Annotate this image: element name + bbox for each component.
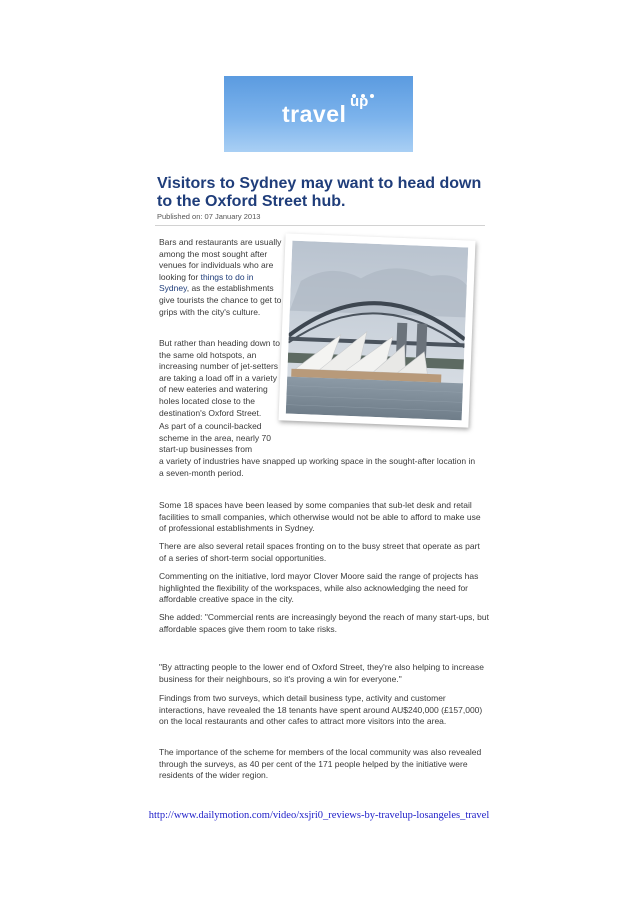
paragraph-6: Commenting on the initiative, lord mayor Clover Moore said the range of projects has highlighted the flexibility of the workspaces, while also acknowledging the need for affordable creative space in the city. [159,571,479,605]
paragraph-10: The importance of the scheme for members of the local community was also revealed through the surveys, as 40 per cent of the 171 people helped by the initiative were residents of the wider region. [159,747,482,781]
paragraph-5: There are also several retail spaces fronting on to the busy street that operate as part of a series of short-term social opportunities. [159,541,480,563]
paragraph-1-text-end: , as the establishments give tourists the chance to get to grips with the city's culture. [159,283,282,317]
sydney-opera-house-photo [278,233,475,427]
paragraph-3-continued: a variety of industries have snapped up working space in the sought-after location in a seven-month period. [159,456,476,478]
opera-house-illustration [286,241,469,421]
paragraph-9: Findings from two surveys, which detail business type, activity and customer interactions, have revealed the 18 tenants have spent around AU$240,000 (£157,000) on the local restaurants and other cafes to attract more visitors into the area. [159,693,483,727]
travelup-logo [224,76,413,152]
paragraph-4: Some 18 spaces have been leased by some companies that sub-let desk and retail facilities to small companies, which otherwise would not be able to afford to make use of professional establishments in Sydney. [159,500,481,534]
logo-superscript: up [350,93,369,110]
source-url-link[interactable]: http://www.dailymotion.com/video/xsjri0_reviews-by-travelup-losangeles_travel [148,810,490,821]
paragraph-8: "By attracting people to the lower end of Oxford Street, they're also helping to increase business for their neighbours, so it's proving a win for everyone." [159,662,484,684]
things-to-do-link[interactable]: things to do in Sydney [159,271,254,294]
title-divider [155,225,485,226]
paragraph-7: She added: "Commercial rents are increasingly beyond the reach of many start-ups, but affordable spaces give them room to take risks. [159,612,489,634]
logo-wordmark: travel [282,101,347,127]
paragraph-1-text: Bars and restaurants are usually among the most sought after venues for individuals who are looking for [159,237,282,282]
paragraph-2: But rather than heading down to the same old hotspots, an increasing number of jet-setters are taking a load off in a variety of new eateries and watering holes located close to the destination's Oxford Street. [159,338,280,418]
paragraph-3: As part of a council-backed scheme in the area, nearly 70 start-up businesses from [159,421,271,455]
published-date: Published on: 07 January 2013 [157,212,261,221]
paragraph-1 [159,237,283,318]
article-title: Visitors to Sydney may want to head down to the Oxford Street hub. [157,175,482,210]
